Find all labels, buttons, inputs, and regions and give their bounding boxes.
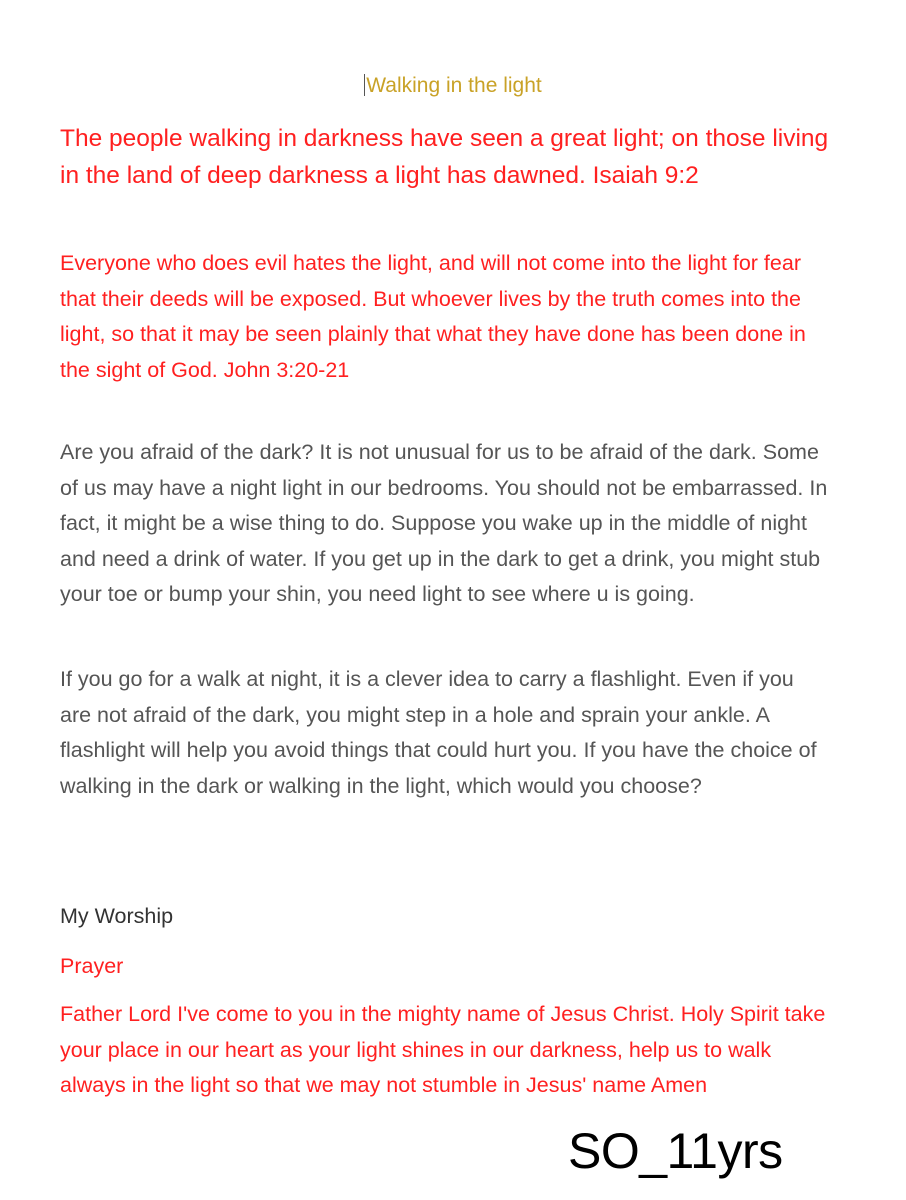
body-paragraph-1: Are you afraid of the dark? It is not unusual for us to be afraid of the dark. Some of us may have a night light in our bedrooms. You should not be embarrassed. In fact, it might be a wise thing to do. Suppose you wake up in the middle of night and need a drink of water. If you get up in the dark to get a drink, you might stub your toe or bump your shin, you need light to see where u is going. [60,440,828,606]
worship-heading: My Worship [60,904,174,928]
body-paragraph-2: If you go for a walk at night, it is a clever idea to carry a flashlight. Even if you are not afraid of the dark, you might step in a hole and sprain your ankle. A flashlight will help you avoid things that could hurt you. If you have the choice of walking in the dark or walking in the light, which would you choose? [60,667,817,798]
scripture-verse-john: Everyone who does evil hates the light, and will not come into the light for fear that their deeds will be exposed. But whoever lives by the truth comes into the light, so that it may be seen plainly that what they have done has been done in the sight of God. John 3:20-21 [60,251,806,382]
document-title-line [0,72,906,100]
document-title: Walking in the light [366,74,542,97]
author-signature: SO_11yrs [568,1123,783,1179]
prayer-text: Father Lord I've come to you in the mighty name of Jesus Christ. Holy Spirit take your place in our heart as your light shines in our darkness, help us to walk always in the light so that we may not stumble in Jesus' name Amen [60,1002,826,1097]
scripture-verse-isaiah: The people walking in darkness have seen a great light; on those living in the land of deep darkness a light has dawned. Isaiah 9:2 [60,125,829,189]
prayer-heading: Prayer [60,954,124,978]
